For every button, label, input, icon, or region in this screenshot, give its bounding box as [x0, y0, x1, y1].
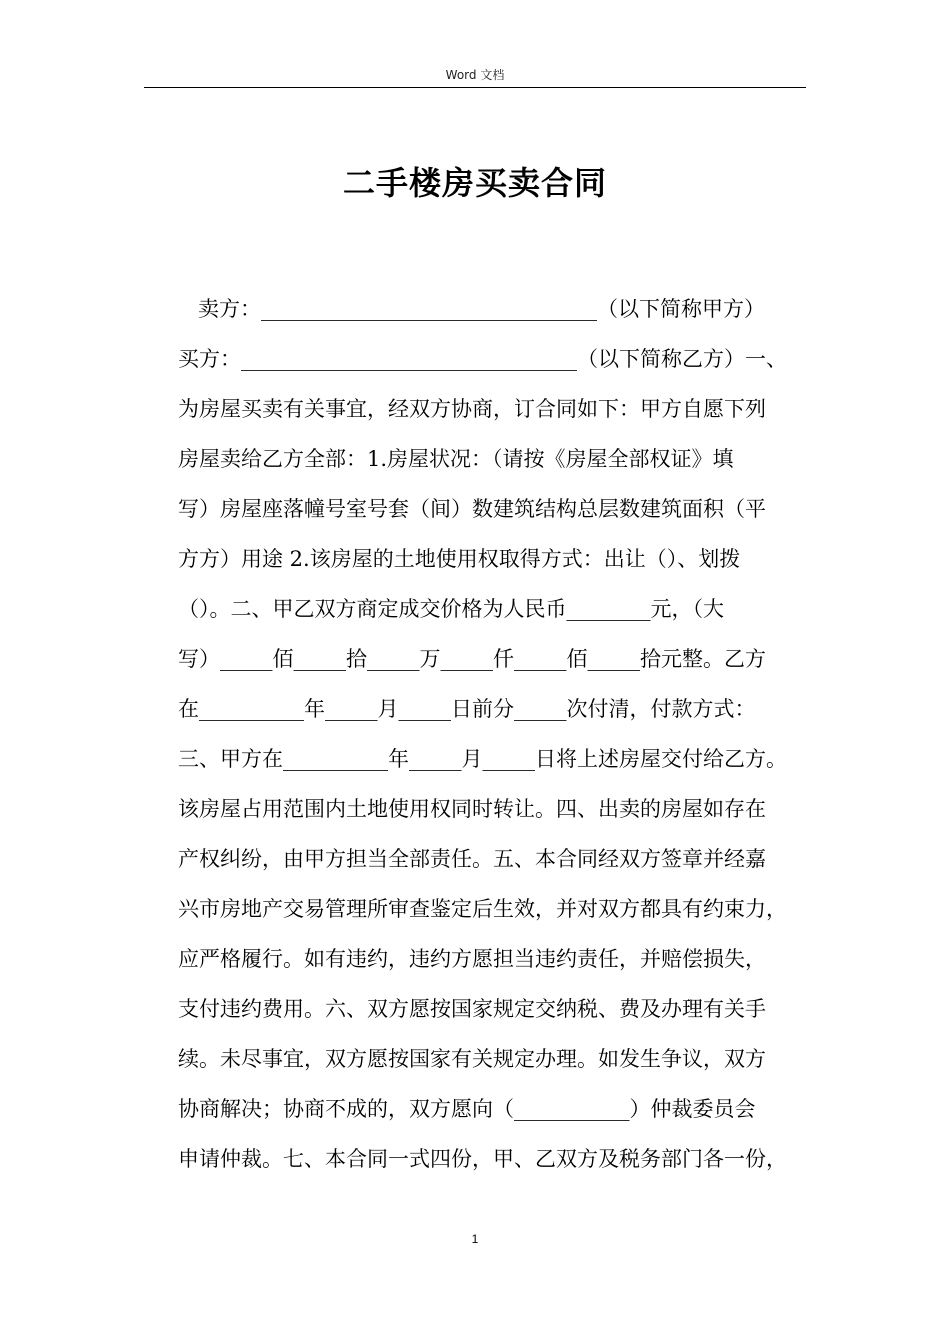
- document-title: 二手楼房买卖合同: [342, 164, 607, 202]
- text-line: 写）房屋座落幢号室号套（间）数建筑结构总层数建筑面积（平: [178, 497, 766, 521]
- text-line: 续。未尽事宜，双方愿按国家有关规定办理。如发生争议，双方: [178, 1047, 766, 1071]
- text-line: 支付违约费用。六、双方愿按国家规定交纳税、费及办理有关手: [178, 997, 766, 1021]
- text-line: 方方）用途 2.该房屋的土地使用权取得方式：出让（）、划拨: [178, 547, 741, 571]
- text-line: 申请仲裁。七、本合同一式四份，甲、乙双方及税务部门各一份，: [178, 1147, 787, 1171]
- text-line: 兴市房地产交易管理所审查鉴定后生效，并对双方都具有约束力，: [178, 897, 787, 921]
- text-line: 产权纠纷，由甲方担当全部责任。五、本合同经双方签章并经嘉: [178, 847, 766, 871]
- text-line: 该房屋占用范围内土地使用权同时转让。四、出卖的房屋如存在: [178, 797, 766, 821]
- text-line: 协商解决；协商不成的，双方愿向（___________）仲裁委员会: [178, 1097, 756, 1121]
- text-line: 应严格履行。如有违约，违约方愿担当违约责任，并赔偿损失，: [178, 947, 766, 971]
- text-line: 买方：________________________________（以下简称乙方）一、: [178, 347, 787, 371]
- text-line: 三、甲方在__________年_____月_____日将上述房屋交付给乙方。: [178, 747, 787, 771]
- page-number: 1: [471, 1232, 479, 1246]
- header-divider: [144, 87, 806, 88]
- text-line: （）。二、甲乙双方商定成交价格为人民币________元，（大: [178, 597, 724, 621]
- text-line: 写）_____佰_____拾_____万_____仟_____佰_____拾元整。乙方: [178, 647, 766, 671]
- text-line: 在__________年_____月_____日前分_____次付清，付款方式：: [178, 697, 756, 721]
- text-line: 房屋卖给乙方全部：1.房屋状况：（请按《房屋全部权证》填: [178, 447, 734, 471]
- text-line: 为房屋买卖有关事宜，经双方协商，订合同如下：甲方自愿下列: [178, 397, 766, 421]
- text-line: 卖方：________________________________（以下简称甲方）: [198, 297, 765, 321]
- contract-body: [178, 288, 838, 1188]
- page-header: Word 文档: [445, 68, 505, 82]
